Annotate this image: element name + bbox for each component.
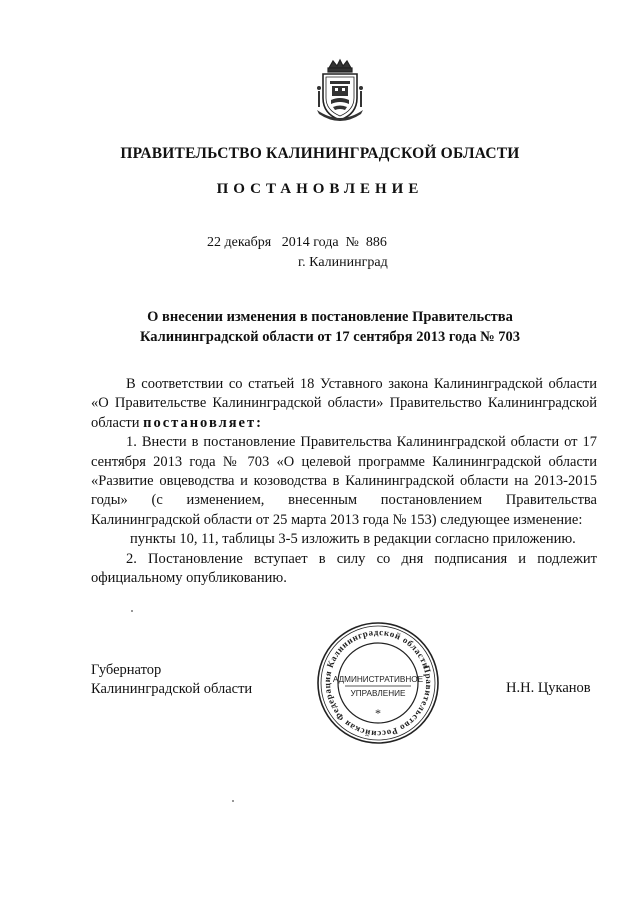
stamp-star: * [375,706,381,720]
coat-of-arms-emblem-icon [315,58,365,124]
paragraph-item-2: 2. Постановление вступает в силу со дня подписания и подлежит официальному опубликованию. [91,550,597,587]
subject-line-2: Калининградской области от 17 сентября 2013 года № 703 [139,329,521,345]
preamble-text: В соответствии со статьей 18 Уставного закона Калининградской области «О Правительстве Калининградской области» Правительство Калининградской области [91,376,597,431]
resolves-keyword: постановляет: [143,414,263,431]
scan-speck [131,610,133,612]
signatory-title [91,661,252,699]
signatory-title-line-2: Калининградской области [91,681,253,697]
government-title: ПРАВИТЕЛЬСТВО КАЛИНИНГРАДСКОЙ ОБЛАСТИ [120,145,520,162]
document-subject [60,307,600,347]
subject-line-1: О внесении изменения в постановление Правительства [147,309,513,325]
stamp-center-line-1: АДМИНИСТРАТИВНОЕ [332,675,424,684]
paragraph-item-1: 1. Внести в постановление Правительства Калининградской области от 17 сентября 2013 года № 703 «О целевой программе Калининградской области «Развитие овцеводства и козоводства в Калининградской области на 2013-2015 годы» (с изменением, внесенным постановлением Правительства Калининградской области от 25 марта 2013 года № 153) следующее изменение: [91,434,597,528]
stamp-center-line-2: УПРАВЛЕНИЕ [350,689,406,698]
document-body [91,375,597,588]
paragraph-preamble [91,375,597,433]
document-type: ПОСТАНОВЛЕНИЕ [216,181,424,197]
signatory-title-line-1: Губернатор [91,662,162,678]
signatory-name: Н.Н. Цуканов [506,680,591,696]
official-stamp [315,620,441,746]
stamp-ring-text: Правительство Российская Федерация Калининградской области [321,626,435,740]
document-city: г. Калининград [298,255,388,270]
scan-speck [232,800,234,802]
paragraph-change-text: пункты 10, 11, таблицы 3-5 изложить в редакции согласно приложению. [130,531,576,548]
document-date-number: 22 декабря 2014 года № 886 [207,235,387,250]
